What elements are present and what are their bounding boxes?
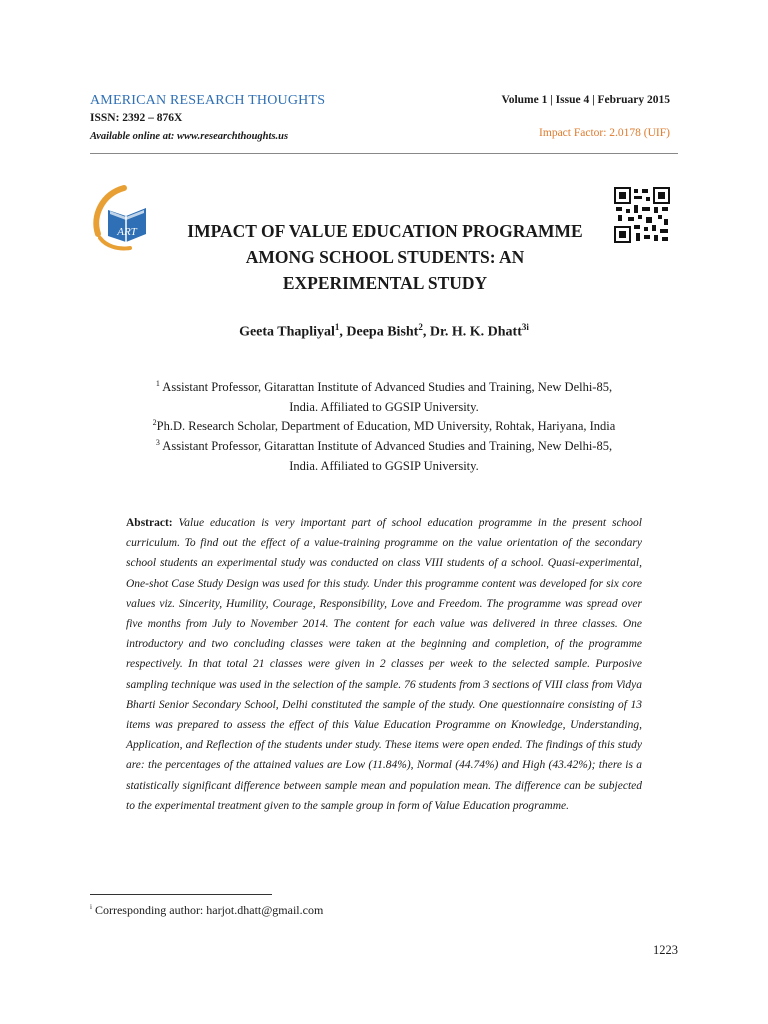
journal-name: AMERICAN RESEARCH THOUGHTS [90,93,326,108]
author-list [90,322,678,341]
author-name: Deepa Bisht [346,324,419,340]
issn: ISSN: 2392 – 876X [90,112,183,124]
impact-factor: Impact Factor: 2.0178 (UIF) [539,127,670,139]
affiliation [90,374,678,417]
affiliation-text: Ph.D. Research Scholar, Department of Education, MD University, Rohtak, Hariyana, India [156,419,616,434]
logo-text: ART [117,226,137,238]
footnote-text: Corresponding author: harjot.dhatt@gmail.com [91,903,324,917]
affiliation-marker: 3 [155,438,160,447]
footnote-divider [90,894,272,895]
paper-title-line: IMPACT OF VALUE EDUCATION PROGRAMME [187,221,583,241]
volume-issue-date: Volume 1 | Issue 4 | February 2015 [501,94,670,106]
author-affiliation-marker: 3i [521,322,529,332]
paper-title-line: EXPERIMENTAL STUDY [282,273,488,293]
open-book-logo-icon [88,180,164,256]
header-divider [90,153,678,154]
available-online: Available online at: www.researchthoughts.us [90,131,289,142]
footnote-marker: i [90,903,92,911]
paper-title [170,218,600,296]
abstract-label: Abstract: [126,517,173,529]
qr-code-icon [614,187,670,243]
affiliation-text: India. Affiliated to GGSIP University. [289,459,479,474]
author-affiliation-marker: 2 [418,322,423,332]
abstract [126,513,642,816]
paper-title-line: AMONG SCHOOL STUDENTS: AN [245,247,525,267]
footnote [90,903,323,918]
abstract-text: Value education is very important part of school education programme in the present school curriculum. To find out the effect of a value-training programme on the value orientation of the secondary school students an experimental study was conducted on class VIII students of a school. Quasi-experimental, One-shot Case Study Design was used for this study. Under this programme content was developed for six core values viz. Sincerity, Humility, Courage, Responsibility, Love and Freedom. The programme was spread over five months from July to November 2014. The content for each value was delivered in three classes. One introductory and two concluding classes were taken at the beginning and completion, of the programme respectively. In that total 21 classes were given in 2 classes per week to the selected sample. Purposive sampling technique was used in the selection of the sample. 76 students from 3 sections of VIII class from Vidya Bharti Senior Secondary School, Delhi constituted the sample of the study. One questionnaire consisting of 13 items was prepared to assess the effect of this Value Education Programme on Knowledge, Understanding, Application, and Reflection of the students under study. These items were open ended. The findings of this study are: the percentages of the attained values are Low (11.84%), Normal (44.74%) and High (43.42%); there is a statistically significant difference between sample mean and population mean. The difference can be subjected to the experimental treatment given to the sample group in form of Value Education programme. [126,517,642,812]
affiliation [90,433,678,476]
author-name: Dr. H. K. Dhatt [429,324,522,340]
affiliation-text: India. Affiliated to GGSIP University. [289,400,479,415]
affiliation-text: Assistant Professor, Gitarattan Institute of Advanced Studies and Training, New Delhi-85, [159,439,613,454]
author-name: Geeta Thapliyal [239,324,335,340]
author-separator: , [339,324,347,340]
affiliation-text: Assistant Professor, Gitarattan Institute of Advanced Studies and Training, New Delhi-85, [159,380,613,395]
affiliation-marker: 1 [155,379,160,388]
page-number: 1223 [653,943,678,957]
author-affiliation-marker: 1 [334,322,340,332]
author-separator: , [422,324,430,340]
affiliation-marker: 2 [152,418,157,427]
